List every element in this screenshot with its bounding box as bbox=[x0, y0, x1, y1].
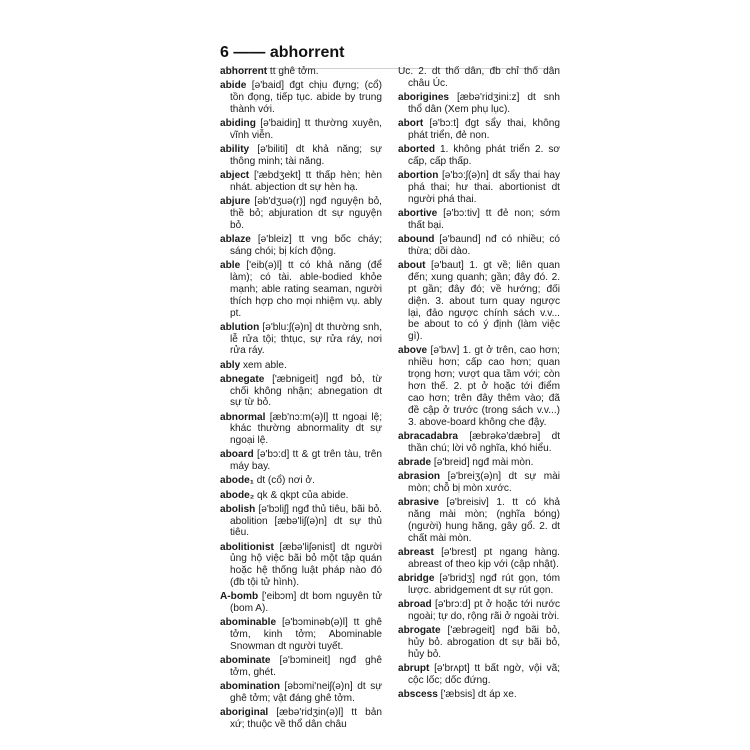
entry-definition: [ə'brʌpt] tt bất ngờ, vội vã; cộc lốc; dốc đứng. bbox=[408, 662, 560, 686]
dictionary-entry bbox=[398, 457, 560, 469]
dictionary-entry bbox=[220, 490, 382, 502]
headword: abominate bbox=[220, 655, 271, 667]
header-dash: —— bbox=[233, 44, 266, 61]
entry-definition: [ə'breisiv] 1. tt có khả năng mài mòn; (nghĩa bóng) (người) hung hăng, gây gổ. 2. dt chất mài mòn. bbox=[408, 497, 560, 544]
headword: abide bbox=[220, 80, 247, 92]
dictionary-entry bbox=[220, 322, 382, 358]
entry-definition: [ə'bɔ:tiv] tt đẻ non; sớm thất bại. bbox=[408, 207, 560, 231]
entry-definition: tt ghê tởm. bbox=[267, 66, 319, 77]
left-column bbox=[220, 66, 382, 746]
dictionary-entry bbox=[398, 471, 560, 495]
entry-definition: ['eib(ə)l] tt có khả năng (để làm); có tài. able-bodied khỏe mạnh; able rating seaman, người thích hợp cho mọi nhiệm vụ. ably pt. bbox=[230, 259, 382, 319]
entry-definition: [æbə'ridʒin(ə)l] tt bản xứ; thuộc về thổ dân châu bbox=[230, 707, 382, 731]
headword: abrade bbox=[398, 456, 432, 468]
entry-definition: [ə'breiʒ(ə)n] dt sự mài mòn; chỗ bị mòn xước. bbox=[408, 471, 560, 494]
entry-definition: ['æbsis] dt áp xe. bbox=[437, 688, 517, 700]
dictionary-entry bbox=[220, 449, 382, 473]
dictionary-entry bbox=[220, 591, 382, 615]
entry-definition: ['æbrəgeit] ngđ bãi bỏ, hủy bỏ. abrogation dt sự bãi bỏ, hủy bỏ. bbox=[408, 624, 560, 660]
headword: abomination bbox=[220, 681, 281, 693]
dictionary-entry bbox=[398, 144, 560, 168]
entry-definition: [æb'nɔ:m(ə)l] tt ngoại lệ; khác thường abnormality dt sự ngoại lệ. bbox=[230, 411, 382, 447]
headword: abortive bbox=[398, 207, 438, 219]
dictionary-entry bbox=[398, 547, 560, 571]
entry-definition: [ə'bɔ:ʃ(ə)n] dt sẩy thai hay phá thai; hư thai. abortionist dt người phá thai. bbox=[408, 170, 560, 205]
headword: abode₂ bbox=[220, 489, 255, 501]
headword: abscess bbox=[398, 688, 438, 700]
headword: ably bbox=[220, 359, 241, 371]
dictionary-entry bbox=[398, 260, 560, 343]
headword: ablution bbox=[220, 321, 260, 333]
entry-definition: [æbrəkə'dæbrə] dt thần chú; lời vô nghĩa, khó hiểu. bbox=[408, 430, 560, 454]
dictionary-entry bbox=[220, 681, 382, 705]
dictionary-entry bbox=[220, 196, 382, 232]
headword: abolish bbox=[220, 503, 256, 515]
entry-definition: [æbə'ridʒini:z] dt snh thổ dân (Xem phụ lục). bbox=[408, 92, 560, 115]
dictionary-entry bbox=[398, 625, 560, 661]
entry-definition: [ə'brɔ:d] pt ở hoặc tới nước ngoài; tự do, rộng rãi ở ngoài trời. bbox=[408, 598, 560, 622]
dictionary-entry bbox=[220, 617, 382, 653]
entry-definition: [ə'blu:ʃ(ə)n] dt thường snh, lễ rửa tội; thtục, sự rửa ráy, nơi rửa ráy. bbox=[230, 321, 382, 357]
headword: abominable bbox=[220, 617, 277, 629]
entry-definition: qk & qkpt của abide. bbox=[254, 489, 349, 501]
dictionary-entry bbox=[220, 504, 382, 540]
headword: ablaze bbox=[220, 233, 251, 245]
dictionary-entry bbox=[398, 118, 560, 142]
dictionary-entry bbox=[398, 92, 560, 116]
dictionary-entry bbox=[220, 80, 382, 116]
entry-definition: [ə'brest] pt ngang hàng. abreast of theo kịp với (cập nhật). bbox=[408, 546, 560, 570]
dictionary-entry bbox=[220, 707, 382, 731]
entry-definition: dt (cổ) nơi ở. bbox=[253, 475, 315, 487]
headword: aboard bbox=[220, 449, 254, 461]
entry-definition: [ə'bɔ:d] tt & gt trên tàu, trên máy bay. bbox=[230, 449, 382, 473]
entry-definition: [əb'dʒuə(r)] ngđ nguyện bỏ, thề bỏ; abjuration dt sự nguyện bỏ. bbox=[230, 196, 382, 231]
headword: abracadabra bbox=[398, 430, 459, 442]
headword: about bbox=[398, 259, 426, 271]
dictionary-entry bbox=[220, 66, 382, 78]
entry-definition: [ə'baid] đgt chịu đựng; (cổ) tồn đọng, tiếp tục. abide by trung thành với. bbox=[230, 80, 382, 115]
headword: above bbox=[398, 345, 428, 357]
headword: A-bomb bbox=[220, 591, 259, 603]
dictionary-entry bbox=[220, 412, 382, 448]
headword: abroad bbox=[398, 598, 432, 610]
entry-definition: [æbə'liʃənist] dt người ủng hộ việc bãi bỏ một tập quán hoặc hệ thống luật pháp nào đó (đb tội tử hình). bbox=[230, 541, 382, 589]
headword: abound bbox=[398, 233, 435, 245]
entry-definition: [ə'baund] nđ có nhiều; có thừa; dồi dào. bbox=[408, 233, 560, 257]
entry-definition: xem able. bbox=[240, 359, 287, 371]
headword: aborigines bbox=[398, 92, 450, 103]
dictionary-entry bbox=[220, 144, 382, 168]
headword: abjure bbox=[220, 196, 251, 207]
dictionary-entry bbox=[398, 66, 560, 90]
headword: abrogate bbox=[398, 624, 441, 636]
dictionary-entry bbox=[398, 431, 560, 455]
entry-definition: [ə'bridʒ] ngđ rút gọn, tóm lược. abridgement dt sự rút gọn. bbox=[408, 572, 560, 596]
entry-definition: [ə'bɔminəb(ə)l] tt ghê tởm, kinh tởm; Abominable Snowman dt người tuyết. bbox=[230, 617, 382, 653]
dictionary-entry bbox=[220, 475, 382, 487]
dictionary-entry bbox=[398, 208, 560, 232]
dictionary-entry bbox=[398, 689, 560, 701]
headword: abject bbox=[220, 170, 250, 181]
dictionary-entry bbox=[398, 234, 560, 258]
dictionary-entry bbox=[398, 345, 560, 428]
headword: abnormal bbox=[220, 411, 266, 423]
headword: abrupt bbox=[398, 662, 430, 674]
headword: abode₁ bbox=[220, 475, 254, 487]
headword: abort bbox=[398, 118, 424, 129]
entry-definition: 1. không phát triển 2. sơ cấp, cấp thấp. bbox=[408, 144, 560, 167]
headword: aboriginal bbox=[220, 707, 269, 719]
headword: aborted bbox=[398, 144, 436, 155]
dictionary-entry bbox=[398, 663, 560, 687]
dictionary-entry bbox=[220, 374, 382, 410]
entry-definition: ['æbdʒekt] tt thấp hèn; hèn nhát. abjection dt sự hèn hạ. bbox=[230, 170, 382, 193]
headword: abreast bbox=[398, 546, 434, 558]
entry-definition: Úc. 2. dt thổ dân, đb chỉ thổ dân châu Úc. bbox=[398, 66, 560, 89]
dictionary-entry bbox=[220, 542, 382, 590]
dictionary-entry bbox=[220, 360, 382, 372]
guide-word: abhorrent bbox=[269, 44, 345, 61]
dictionary-entry bbox=[220, 118, 382, 142]
headword: able bbox=[220, 259, 241, 271]
entry-definition: ['æbnigeit] ngđ bỏ, từ chối không nhận; abnegation dt sự từ bỏ. bbox=[230, 373, 382, 409]
headword: ability bbox=[220, 144, 250, 155]
dictionary-entry bbox=[220, 655, 382, 679]
dictionary-entry bbox=[220, 260, 382, 320]
entry-definition: [ə'bɔliʃ] ngđ thủ tiêu, bãi bỏ. abolition [æbə'liʃ(ə)n] dt sự thủ tiêu. bbox=[230, 503, 382, 539]
entry-definition: ['eibɔm] dt bom nguyên tử (bom A). bbox=[230, 591, 382, 615]
dictionary-entry bbox=[398, 599, 560, 623]
entry-definition: [ə'biliti] dt khả năng; sự thông minh; tài năng. bbox=[230, 144, 382, 167]
entry-definition: [ə'baidiŋ] tt thường xuyên, vĩnh viễn. bbox=[230, 118, 382, 141]
headword: abnegate bbox=[220, 373, 265, 385]
headword: abridge bbox=[398, 572, 435, 584]
headword: abolitionist bbox=[220, 541, 274, 553]
entry-definition: [ə'bɔmineit] ngđ ghê tởm, ghét. bbox=[230, 655, 382, 679]
entry-definition: [ə'bleiz] tt vng bốc cháy; sáng chói; bị kích động. bbox=[230, 233, 382, 257]
page-header bbox=[220, 44, 344, 62]
entry-definition: [ə'bɔ:t] đgt sẩy thai, không phát triển, đẻ non. bbox=[408, 118, 560, 141]
entry-definition: [ə'bʌv] 1. gt ở trên, cao hơn; nhiều hơn; cấp cao hơn; quan trọng hơn; vượt qua tầm với; còn hơn thế. 2. pt ở hoặc tới điểm cao hơn; trên đây thêm vào; đã đề cập ở trước (trong sách v.v...) 3. above-board không che đậy. bbox=[408, 345, 560, 428]
dictionary-entry bbox=[220, 234, 382, 258]
dictionary-entry bbox=[398, 573, 560, 597]
headword: abhorrent bbox=[220, 66, 268, 77]
headword: abrasion bbox=[398, 471, 441, 483]
right-column bbox=[398, 66, 560, 746]
entry-definition: [ə'baut] 1. gt về; liên quan đến; xung quanh; gần; đây đó. 2. pt gần; đây đó; về hướng; đối diện. 3. about turn quay ngược lại, đảo ngược chính sách v.v... be about to có ý định (làm việc gì). bbox=[408, 259, 560, 343]
entry-definition: [əbɔmi'neiʃ(ə)n] dt sự ghê tởm; vật đáng ghê tởm. bbox=[230, 681, 382, 705]
headword: abortion bbox=[398, 170, 439, 181]
dictionary-entry bbox=[398, 497, 560, 545]
headword: abiding bbox=[220, 118, 256, 129]
dictionary-entry bbox=[220, 170, 382, 194]
dictionary-entry bbox=[398, 170, 560, 206]
entry-definition: [ə'breid] ngđ mài mòn. bbox=[431, 456, 534, 468]
page-number: 6 bbox=[220, 44, 229, 61]
headword: abrasive bbox=[398, 497, 439, 509]
